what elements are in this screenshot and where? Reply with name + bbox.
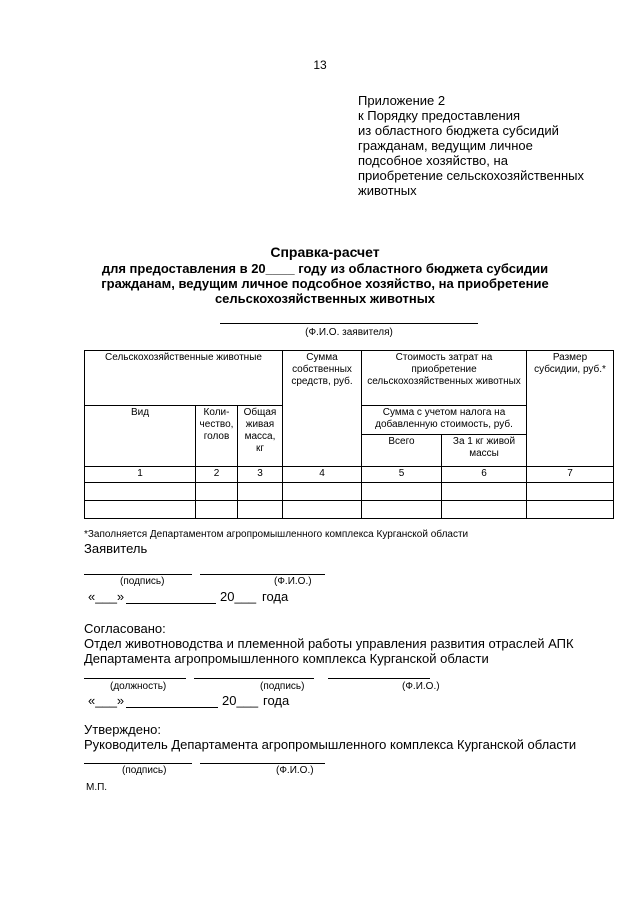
- table-cell[interactable]: [283, 483, 362, 501]
- agreed-org-line: Отдел животноводства и племенной работы управления развития отраслей АПК: [84, 636, 574, 651]
- subtitle-line: гражданам, ведущим личное подсобное хозяйство, на приобретение: [101, 276, 549, 291]
- calculation-table: [84, 350, 614, 519]
- agreed-position-line[interactable]: [84, 678, 186, 679]
- applicant-signature-line[interactable]: [84, 574, 192, 575]
- appendix-line: подсобное хозяйство, на: [358, 153, 508, 168]
- approved-fio-caption: (Ф.И.О.): [276, 765, 314, 776]
- table-cell[interactable]: [85, 483, 196, 501]
- applicant-date-month-line[interactable]: [126, 603, 216, 604]
- col-number: 4: [283, 467, 362, 483]
- applicant-fio-caption: (Ф.И.О. заявителя): [305, 327, 393, 338]
- agreed-position-caption: (должность): [110, 681, 167, 692]
- applicant-signature-caption: (подпись): [120, 576, 165, 587]
- table-cell[interactable]: [283, 501, 362, 519]
- applicant-date-year: 20___: [220, 589, 257, 604]
- appendix-line: к Порядку предоставления: [358, 108, 520, 123]
- applicant-date-day: «___»: [88, 589, 125, 604]
- agreed-date-day: «___»: [88, 693, 125, 708]
- approved-org-line: Руководитель Департамента агропромышленного комплекса Курганской области: [84, 737, 577, 752]
- appendix-line: гражданам, ведущим личное: [358, 138, 533, 153]
- agreed-signature-caption: (подпись): [260, 681, 305, 692]
- applicant-fio-line[interactable]: [200, 574, 325, 575]
- approved-fio-line[interactable]: [200, 763, 325, 764]
- header-quantity: Коли-чество, голов: [196, 406, 238, 467]
- applicant-fio-line[interactable]: [220, 323, 478, 324]
- header-animals: Сельскохозяйственные животные: [85, 351, 283, 406]
- table-cell[interactable]: [238, 501, 283, 519]
- table-cell[interactable]: [196, 483, 238, 501]
- subtitle-line: сельскохозяйственных животных: [214, 291, 436, 306]
- document-subtitle: [60, 261, 590, 306]
- col-number: 7: [527, 467, 614, 483]
- appendix-line: Приложение 2: [358, 93, 446, 108]
- table-cell[interactable]: [527, 501, 614, 519]
- col-number: 2: [196, 467, 238, 483]
- col-number: 3: [238, 467, 283, 483]
- header-subsidy: Размер субсидии, руб.*: [527, 351, 614, 467]
- stamp-label: М.П.: [86, 782, 108, 793]
- appendix-line: приобретение сельскохозяйственных: [358, 168, 584, 183]
- appendix-line: животных: [358, 183, 417, 198]
- agreed-date-month-line[interactable]: [126, 707, 218, 708]
- agreed-fio-caption: (Ф.И.О.): [402, 681, 440, 692]
- table-cell[interactable]: [196, 501, 238, 519]
- agreed-date-suffix: года: [263, 693, 290, 708]
- header-mass: Общая живая масса, кг: [238, 406, 283, 467]
- table-cell[interactable]: [442, 483, 527, 501]
- table-cell[interactable]: [362, 501, 442, 519]
- header-cost: Стоимость затрат на приобретение сельскохозяйственных животных: [362, 351, 527, 406]
- subtitle-line: для предоставления в 20____ году из областного бюджета субсидии: [101, 261, 549, 276]
- header-total: Всего: [362, 435, 442, 467]
- page-number: 13: [313, 58, 327, 72]
- header-kind: Вид: [85, 406, 196, 467]
- applicant-label: Заявитель: [84, 541, 148, 556]
- appendix-line: из областного бюджета субсидий: [358, 123, 559, 138]
- table-cell[interactable]: [362, 483, 442, 501]
- table-cell[interactable]: [85, 501, 196, 519]
- header-per-kg: За 1 кг живой массы: [442, 435, 527, 467]
- approved-label: Утверждено:: [84, 722, 161, 737]
- document-title: Справка-расчет: [270, 244, 380, 260]
- col-number: 5: [362, 467, 442, 483]
- agreed-org-line: Департамента агропромышленного комплекса Курганской области: [84, 651, 489, 666]
- table-row[interactable]: [85, 501, 614, 519]
- agreed-fio-line[interactable]: [328, 678, 430, 679]
- table-cell[interactable]: [238, 483, 283, 501]
- agreed-label: Согласовано:: [84, 621, 166, 636]
- applicant-fio-caption: (Ф.И.О.): [274, 576, 312, 587]
- header-vat: Сумма с учетом налога на добавленную стоимость, руб.: [362, 406, 527, 435]
- header-own-funds: Сумма собственных средств, руб.: [283, 351, 362, 467]
- col-number: 6: [442, 467, 527, 483]
- approved-signature-caption: (подпись): [122, 765, 167, 776]
- approved-signature-line[interactable]: [84, 763, 192, 764]
- table-cell[interactable]: [527, 483, 614, 501]
- table-row[interactable]: [85, 483, 614, 501]
- agreed-signature-line[interactable]: [194, 678, 314, 679]
- applicant-date-suffix: года: [262, 589, 289, 604]
- table-cell[interactable]: [442, 501, 527, 519]
- appendix-block: [358, 93, 628, 198]
- footnote: *Заполняется Департаментом агропромышленного комплекса Курганской области: [84, 529, 469, 540]
- agreed-date-year: 20___: [222, 693, 259, 708]
- col-number: 1: [85, 467, 196, 483]
